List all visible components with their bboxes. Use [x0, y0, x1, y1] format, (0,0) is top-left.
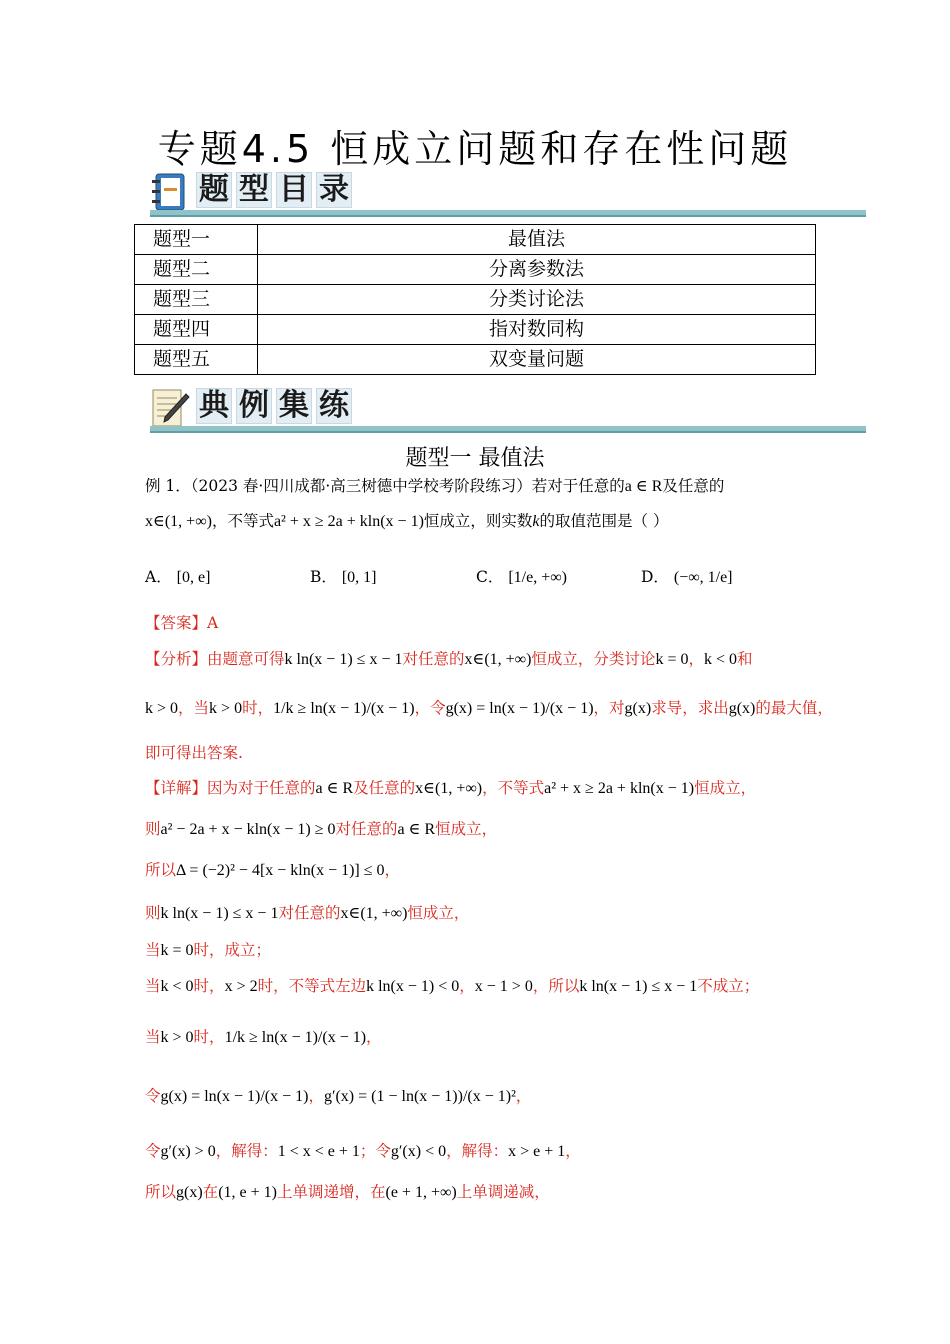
text: 求导，求出	[651, 699, 729, 717]
option-value: [0, e]	[176, 569, 211, 586]
table-row	[135, 285, 816, 315]
math: k > 0	[145, 700, 179, 717]
math: k	[532, 513, 540, 530]
banner-char: 型	[236, 172, 272, 208]
banner-char: 练	[316, 388, 352, 424]
answer-value: A	[207, 614, 219, 632]
table-row	[135, 345, 816, 375]
math: g(x)	[176, 1184, 203, 1201]
text: 恒成立，	[694, 779, 757, 797]
example-label: 例 1．	[145, 477, 191, 495]
math: x∈(1, +∞)	[415, 780, 483, 797]
toc-key: 题型三	[135, 285, 258, 315]
banner-underline	[150, 210, 866, 217]
math: k < 0	[703, 651, 738, 668]
banner-char: 例	[236, 388, 272, 424]
text: 上单调递减，	[456, 1183, 550, 1201]
math: a ∈ R	[315, 780, 354, 797]
math: g′(x) > 0	[160, 1143, 216, 1160]
math: (1, e + 1)	[218, 1184, 277, 1201]
text: ，	[308, 1087, 324, 1105]
option-value: (−∞, 1/e]	[673, 569, 733, 586]
math: k ln(x − 1) ≤ x − 1	[284, 651, 403, 668]
text: ，	[688, 650, 704, 668]
text: 令	[145, 1142, 161, 1160]
text: 的最大值，	[755, 699, 833, 717]
analysis-line-1	[145, 647, 753, 669]
notebook-icon	[150, 172, 190, 212]
text: 对任意的	[402, 650, 465, 668]
detail-tag: 【详解】	[145, 779, 208, 797]
text: 对任意的	[335, 820, 398, 838]
toc-value: 分类讨论法	[258, 285, 816, 315]
math: g′(x) < 0	[390, 1143, 447, 1160]
text: ，解得：	[215, 1142, 278, 1160]
text: 时，	[193, 977, 225, 995]
text: 对任意的	[278, 904, 341, 922]
text: 时，不等式左边	[257, 977, 367, 995]
text: 时，	[242, 699, 274, 717]
text: ，	[384, 861, 401, 879]
math: a² + x ≥ 2a + kln(x − 1)	[544, 780, 695, 797]
text: 不成立；	[697, 977, 760, 995]
pen-paper-icon	[150, 388, 190, 428]
math: k < 0	[160, 978, 194, 995]
text: 时，	[193, 1028, 225, 1046]
text: 及任意的	[662, 477, 725, 495]
math: a ∈ R	[624, 478, 663, 495]
text: 时，成立；	[193, 941, 272, 959]
text: ，解得：	[446, 1142, 509, 1160]
detail-line-4	[145, 901, 469, 923]
analysis-line-3: 即可得出答案.	[145, 744, 243, 762]
text: 当	[145, 941, 161, 959]
detail-line-9	[145, 1139, 581, 1161]
math: x∈(1, +∞)	[464, 651, 532, 668]
toc-key: 题型二	[135, 255, 258, 285]
option-c[interactable]	[476, 565, 567, 587]
text: ，对	[593, 699, 625, 717]
math: x∈(1, +∞)	[145, 513, 212, 530]
text: 所以	[145, 861, 177, 879]
banner-char: 目	[276, 172, 312, 208]
text: 及任意的	[353, 779, 416, 797]
math: 1/k ≥ ln(x − 1)/(x − 1)	[224, 1029, 367, 1046]
text: 因为对于任意的	[207, 779, 316, 797]
text: 的取值范围是（ ）	[539, 512, 669, 530]
text: 恒成立，分类讨论	[531, 650, 656, 668]
option-label: D．	[641, 568, 669, 586]
toc-table	[134, 224, 816, 375]
math: k ln(x − 1) ≤ x − 1	[579, 978, 698, 995]
detail-line-10	[145, 1180, 550, 1202]
text: 恒成立，	[435, 820, 498, 838]
math: a² − 2a + x − kln(x − 1) ≥ 0	[160, 821, 336, 838]
text: 则	[145, 820, 161, 838]
toc-value: 指对数同构	[258, 315, 816, 345]
math: 1/k ≥ ln(x − 1)/(x − 1)	[273, 700, 415, 717]
detail-line-6	[145, 974, 759, 996]
toc-key: 题型一	[135, 225, 258, 255]
analysis-line-2	[145, 696, 833, 718]
text: （2023 春·四川成都·高三树德中学校考阶段练习）若对于任意的	[190, 477, 625, 495]
option-label: C．	[476, 568, 504, 586]
text: ，不等式	[482, 779, 545, 797]
option-label: A．	[145, 568, 172, 586]
option-label: B．	[310, 568, 337, 586]
table-row	[135, 255, 816, 285]
option-value: [0, 1]	[341, 569, 377, 586]
text: 令	[145, 1087, 161, 1105]
section-title: 题型一 最值法	[405, 446, 545, 471]
math: g(x)	[728, 700, 756, 717]
text: 当	[145, 1028, 161, 1046]
math: k ln(x − 1) < 0	[366, 978, 460, 995]
banner-char: 录	[316, 172, 352, 208]
toc-value: 最值法	[258, 225, 816, 255]
text: ；令	[359, 1142, 391, 1160]
math: k > 0	[209, 700, 243, 717]
math: Δ = (−2)² − 4[x − kln(x − 1)] ≤ 0	[176, 862, 385, 879]
banner-char: 题	[196, 172, 232, 208]
math: 1 < x < e + 1	[277, 1143, 360, 1160]
math: g(x) = ln(x − 1)/(x − 1)	[445, 700, 594, 717]
banner-underline	[150, 426, 866, 433]
toc-key: 题型四	[135, 315, 258, 345]
text: 所以	[145, 1183, 177, 1201]
text: 当	[145, 977, 161, 995]
math: x > 2	[224, 978, 258, 995]
text: ，所以	[532, 977, 580, 995]
math: k = 0	[655, 651, 689, 668]
text: 和	[737, 650, 753, 668]
toc-value: 双变量问题	[258, 345, 816, 375]
option-d[interactable]	[641, 565, 733, 587]
text: ，不等式	[211, 512, 274, 530]
math: g′(x) = (1 − ln(x − 1))/(x − 1)²	[323, 1088, 516, 1105]
answer-tag: 【答案】	[145, 614, 208, 632]
math: a² + x ≥ 2a + kln(x − 1)	[273, 513, 424, 530]
math: a ∈ R	[397, 821, 436, 838]
example-line-1	[145, 474, 724, 496]
text: 在	[202, 1183, 219, 1201]
detail-line-3	[145, 858, 400, 880]
text: ，	[515, 1087, 532, 1105]
page-title: 专题4.5 恒成立问题和存在性问题	[157, 127, 793, 171]
option-value: [1/e, +∞)	[508, 569, 567, 586]
banner-char: 典	[196, 388, 232, 424]
math: k = 0	[160, 942, 194, 959]
table-row	[135, 225, 816, 255]
detail-line-2	[145, 817, 497, 839]
text: ，当	[178, 699, 210, 717]
text: ，	[366, 1028, 382, 1046]
toc-value: 分离参数法	[258, 255, 816, 285]
detail-line-7	[145, 1025, 382, 1047]
text: ，	[459, 977, 475, 995]
math: g(x) = ln(x − 1)/(x − 1)	[160, 1088, 309, 1105]
math: x > e + 1	[508, 1143, 566, 1160]
math: (e + 1, +∞)	[385, 1184, 457, 1201]
text: 上单调递增，在	[276, 1183, 386, 1201]
math: g(x)	[624, 700, 652, 717]
math: x − 1 > 0	[474, 978, 533, 995]
detail-line-5	[145, 938, 271, 960]
example-line-2	[145, 509, 668, 531]
detail-line-8	[145, 1084, 531, 1106]
text: 恒成立，	[407, 904, 470, 922]
math: k > 0	[160, 1029, 194, 1046]
detail-line-1	[145, 776, 756, 798]
text: ，令	[414, 699, 446, 717]
text: 则	[145, 904, 161, 922]
option-b[interactable]	[310, 565, 376, 587]
analysis-tag: 【分析】	[145, 650, 208, 668]
math: x∈(1, +∞)	[340, 905, 408, 922]
text: 恒成立，则实数	[423, 512, 533, 530]
toc-key: 题型五	[135, 345, 258, 375]
math: k ln(x − 1) ≤ x − 1	[160, 905, 279, 922]
text: ，	[565, 1142, 581, 1160]
text: 由题意可得	[207, 650, 285, 668]
option-a[interactable]	[145, 565, 210, 587]
table-row	[135, 315, 816, 345]
banner-char: 集	[276, 388, 312, 424]
answer-line	[145, 611, 218, 633]
